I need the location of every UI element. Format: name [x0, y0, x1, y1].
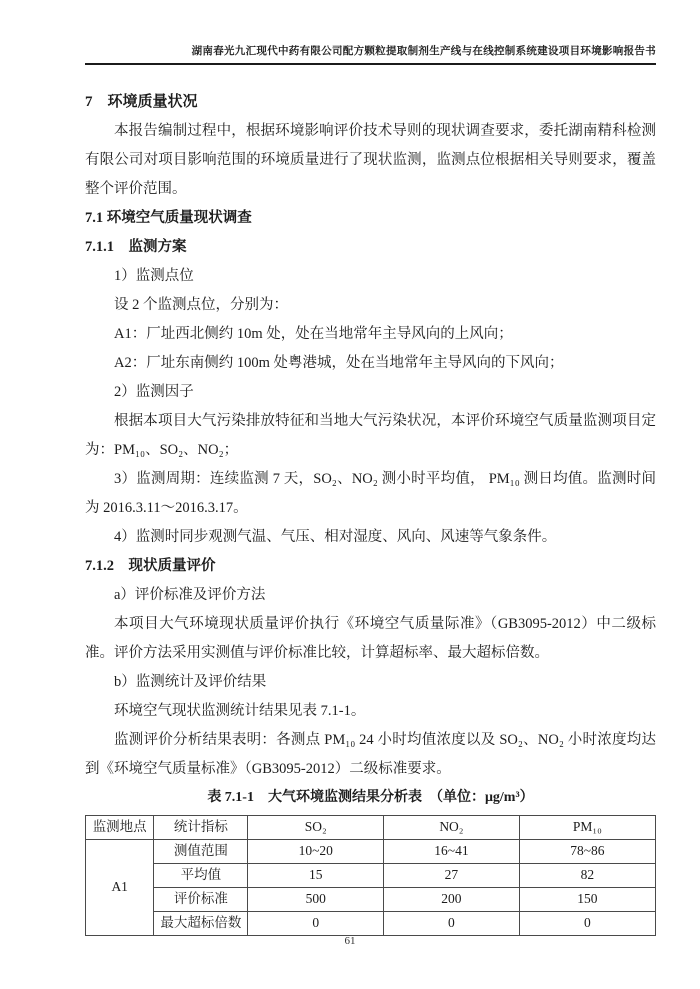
section-7-heading: 7 环境质量状况: [85, 94, 198, 110]
row-label: 评价标准: [154, 888, 248, 912]
list-item-4: 4）监测时同步观测气温、气压、相对湿度、风向、风速等气象条件。: [114, 529, 557, 545]
paragraph-result-2: 监测评价分析结果表明：各测点 PM₁₀ 24 小时均值浓度以及 SO₂、NO₂ 小时浓度均达到《环境空气质量标准》（GB3095-2012）二级标准要求。: [85, 732, 656, 777]
point-a1: A1：厂址西北侧约 10m 处，处在当地常年主导风向的上风向；: [114, 326, 513, 342]
col-header-pm10: PM₁₀: [519, 816, 655, 840]
table-row: [86, 912, 656, 936]
col-header-indicator: 统计指标: [154, 816, 248, 840]
list-item-3: 3）监测周期：连续监测 7 天，SO₂、NO₂ 测小时平均值， PM₁₀ 测日均值。监测时间为 2016.3.11～2016.3.17。: [85, 471, 656, 516]
row-label: 测值范围: [154, 840, 248, 864]
table-header-row: [86, 816, 656, 840]
cell-value: 27: [384, 864, 520, 888]
cell-value: 0: [519, 912, 655, 936]
cell-value: 500: [248, 888, 384, 912]
col-header-site: 监测地点: [86, 816, 154, 840]
cell-value: 15: [248, 864, 384, 888]
cell-value: 10~20: [248, 840, 384, 864]
table-caption: 表 7.1-1 大气环境监测结果分析表 （单位：μg/m³）: [207, 790, 534, 805]
list-item-1: 1）监测点位: [114, 268, 194, 284]
paragraph-points: 设 2 个监测点位，分别为：: [114, 297, 288, 313]
table-row: [86, 888, 656, 912]
air-quality-results-table: [85, 815, 656, 936]
page-number: 61: [344, 935, 356, 947]
table-row: [86, 864, 656, 888]
cell-value: 200: [384, 888, 520, 912]
col-header-no2: NO₂: [384, 816, 520, 840]
report-title: 湖南春光九汇现代中药有限公司配方颗粒提取制剂生产线与在线控制系统建设项目环境影响报告书: [191, 46, 656, 57]
cell-value: 78~86: [519, 840, 655, 864]
list-item-b: b）监测统计及评价结果: [114, 674, 267, 690]
cell-value: 0: [248, 912, 384, 936]
site-cell: A1: [86, 840, 154, 936]
cell-value: 16~41: [384, 840, 520, 864]
col-header-so2: SO₂: [248, 816, 384, 840]
point-a2: A2：厂址东南侧约 100m 处粤港城，处在当地常年主导风向的下风向；: [114, 355, 564, 371]
page-header: [0, 0, 700, 65]
header-rule: [85, 45, 656, 65]
cell-value: 82: [519, 864, 655, 888]
row-label: 平均值: [154, 864, 248, 888]
cell-value: 0: [384, 912, 520, 936]
page-footer: [0, 935, 700, 947]
paragraph-factor: 根据本项目大气污染排放特征和当地大气污染状况，本评价环境空气质量监测项目定为：PM₁₀、SO₂、NO₂；: [85, 413, 656, 458]
list-item-a: a）评价标准及评价方法: [114, 587, 266, 603]
paragraph-intro: 本报告编制过程中，根据环境影响评价技术导则的现状调查要求，委托湖南精科检测有限公司对项目影响范围的环境质量进行了现状监测，监测点位根据相关导则要求，覆盖整个评价范围。: [85, 123, 656, 197]
section-7-1-heading: 7.1 环境空气质量现状调查: [85, 210, 252, 226]
paragraph-result-1: 环境空气现状监测统计结果见表 7.1-1。: [114, 703, 366, 719]
list-item-2: 2）监测因子: [114, 384, 194, 400]
row-label: 最大超标倍数: [154, 912, 248, 936]
document-body: [0, 87, 700, 936]
section-7-1-2-heading: 7.1.2 现状质量评价: [85, 558, 216, 574]
table-row: [86, 840, 656, 864]
section-7-1-1-heading: 7.1.1 监测方案: [85, 239, 187, 255]
paragraph-standard: 本项目大气环境现状质量评价执行《环境空气质量际准》（GB3095-2012）中二级标准。评价方法采用实测值与评价标准比较，计算超标率、最大超标倍数。: [85, 616, 656, 661]
cell-value: 150: [519, 888, 655, 912]
